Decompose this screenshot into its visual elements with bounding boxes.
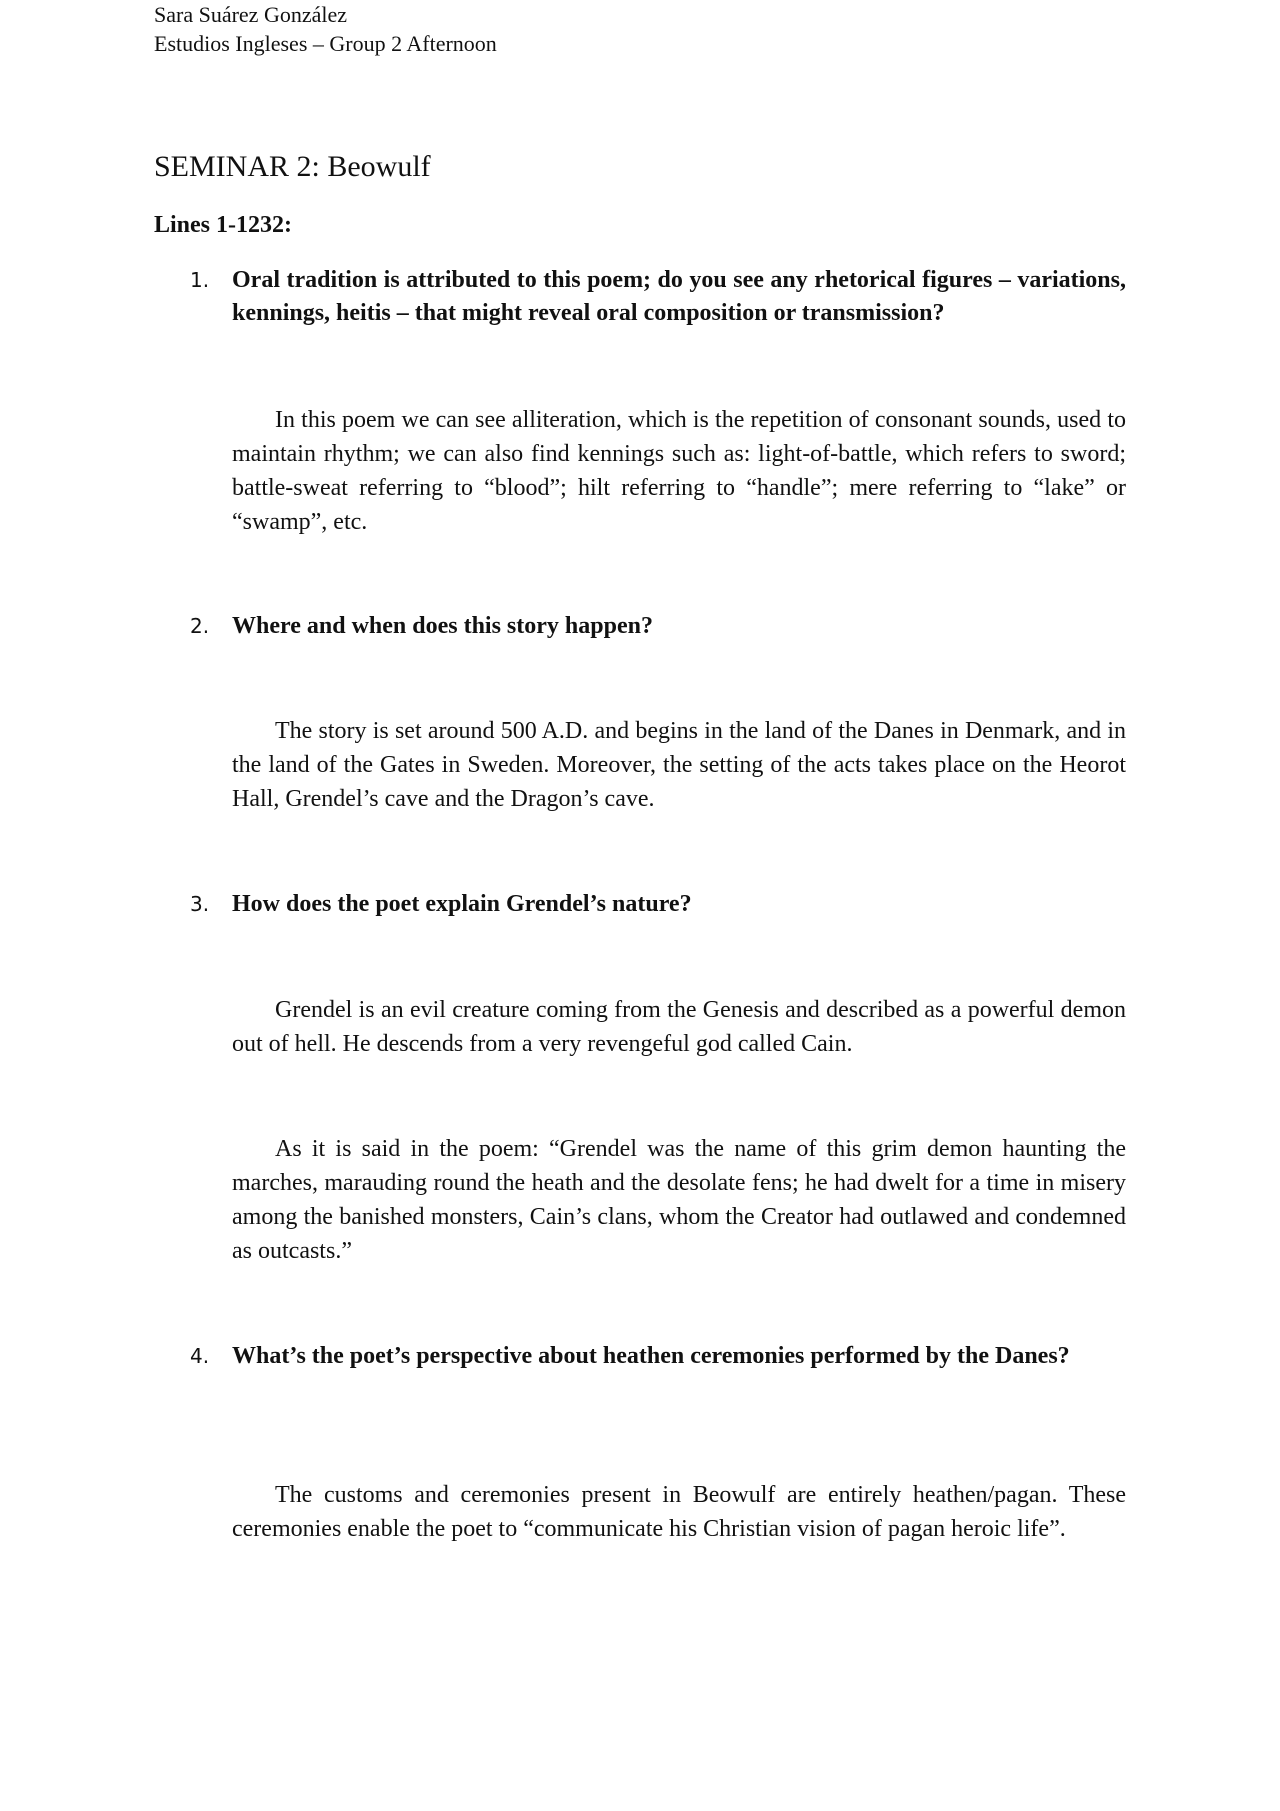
question-4 [190, 1340, 1126, 1373]
author-name: Sara Suárez González [154, 2, 348, 27]
question-number: 3. [190, 892, 210, 916]
question-number: 4. [190, 1344, 210, 1368]
section-heading: Lines 1-1232: [154, 212, 292, 238]
question-text: What’s the poet’s perspective about heathen ceremonies performed by the Danes? [232, 1343, 1070, 1369]
course-info: Estudios Ingleses – Group 2 Afternoon [154, 31, 497, 56]
question-number: 1. [190, 268, 210, 292]
question-number: 2. [190, 614, 210, 638]
question-text: How does the poet explain Grendel’s nature? [232, 891, 692, 917]
question-3 [190, 888, 1126, 921]
answer-1: In this poem we can see alliteration, which is the repetition of consonant sounds, used to maintain rhythm; we can also find kennings such as: light-of-battle, which refers to sword; battle-sweat referring to “blood”; hilt referring to “handle”; mere referring to “lake” or “swamp”, etc. [232, 407, 1126, 535]
answer-3a: Grendel is an evil creature coming from the Genesis and described as a powerful demon out of hell. He descends from a very revengeful god called Cain. [232, 997, 1126, 1057]
question-text: Where and when does this story happen? [232, 613, 653, 639]
question-2 [190, 610, 1126, 643]
page-title: SEMINAR 2: Beowulf [154, 150, 431, 183]
question-1 [190, 264, 1126, 330]
answer-4: The customs and ceremonies present in Beowulf are entirely heathen/pagan. These ceremonies enable the poet to “communicate his Christian vision of pagan heroic life”. [232, 1482, 1126, 1542]
question-text: Oral tradition is attributed to this poem; do you see any rhetorical figures – variations, kennings, heitis – that might reveal oral composition or transmission? [232, 267, 1126, 326]
answer-3b: As it is said in the poem: “Grendel was the name of this grim demon haunting the marches, marauding round the heath and the desolate fens; he had dwelt for a time in misery among the banished monsters, Cain’s clans, whom the Creator had outlawed and condemned as outcasts.” [232, 1136, 1126, 1264]
answer-2: The story is set around 500 A.D. and begins in the land of the Danes in Denmark, and in the land of the Gates in Sweden. Moreover, the setting of the acts takes place on the Heorot Hall, Grendel’s cave and the Dragon’s cave. [232, 718, 1126, 812]
document-header [154, 0, 497, 58]
